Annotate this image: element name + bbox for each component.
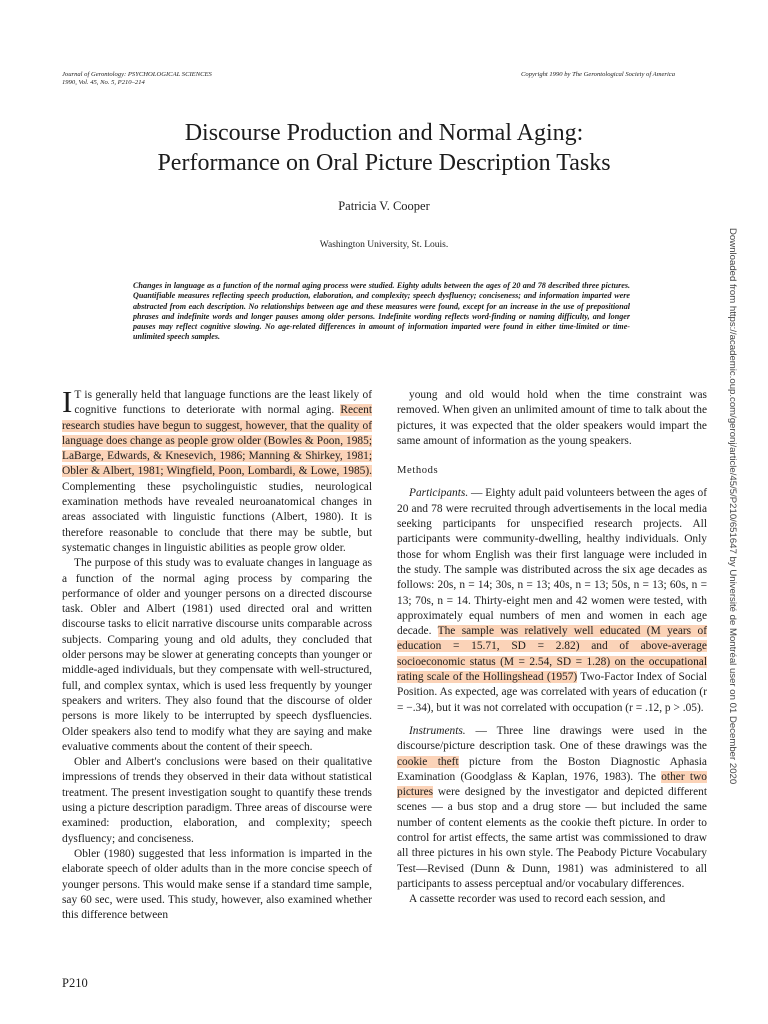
paragraph-instruments: Instruments. — Three line drawings were used in the discourse/picture description task. One of these drawings was the cookie theft picture from the Boston Diagnostic Aphasia Examination (Goodglass & Kaplan, 1976, 1983). The other two pictures were designed by the investigator and depicted different scenes — a bus stop and a drug store — but included the same number of content elements as the cookie theft picture. In order to control for artist effects, the same artist was commissioned to draw all three pictures in his own style. The Peabody Picture Vocabulary Test—Revised (Dunn & Dunn, 1981) was administered to all participants to assess perceptual and/or vocabulary differences. <box>397 724 707 890</box>
author-affiliation: Washington University, St. Louis. <box>319 240 449 250</box>
paragraph-continued: young and old would hold when the time constraint was removed. When given an unlimited amount of time to talk about the pictures, it was expected that the older speakers would impart the same amount of information as the young speakers. <box>397 389 707 447</box>
body-column-left <box>62 384 372 923</box>
paragraph-obler-1980: Obler (1980) suggested that less information is imparted in the elaborate speech of older adults than in the more concise speech of younger persons. This would make sense if a standard time sample, say 60 sec, were used. This study, however, also examined whether this difference between <box>62 847 372 922</box>
section-heading-methods: Methods <box>397 465 439 477</box>
highlight-other-pictures: other two pictures <box>397 770 707 799</box>
paragraph-obler-albert: Obler and Albert's conclusions were based on their qualitative impressions of trends they observed in their data without statistical treatment. The present investigation sought to quantify these trends using a picture description paradigm. Three areas of discourse were examined: production, elaboration, and complexity; speech dysfluency; and conciseness. <box>62 756 372 845</box>
article-title <box>0 118 768 178</box>
page-number: P210 <box>62 976 88 990</box>
body-column-right <box>397 388 707 908</box>
author-name: Patricia V. Cooper <box>338 199 430 213</box>
title-line-2: Performance on Oral Picture Description Tasks <box>157 150 611 176</box>
paragraph-participants: Participants. — Eighty adult paid volunteers between the ages of 20 and 78 were recruited through advertisements in the local media seeking participants for unspecified research projects. All participants were community-dwelling, healthy individuals. Only those for whom English was their first language were included in the study. The sample was distributed across the six age decades as follows: 20s, n = 14; 30s, n = 13; 40s, n = 13; 50s, n = 13; 60s, n = 13; 70s, n = 14. Thirty-eight men and 42 women were tested, with approximately equal numbers of men and women in each age decade. The sample was relatively well educated (M years of education = 15.71, SD = 2.82) and of above-average socioeconomic status (M = 2.54, SD = 1.28) on the occupational rating scale of the Hollingshead (1957) Two-Factor Index of Social Position. As expected, age was correlated with years of education (r = −.34), but it was not correlated with occupation (r = .12, p > .05). <box>397 487 707 714</box>
journal-name: Journal of Gerontology: PSYCHOLOGICAL SCIENCES <box>62 71 212 78</box>
runin-heading-participants: Participants. <box>409 487 469 500</box>
abstract: Changes in language as a function of the normal aging process were studied. Eighty adults between the ages of 20 and 78 described three pictures. Quantifiable measures reflecting speech production, elaboration, and complexity; speech dysfluency; conciseness; and information imparted were abstracted from each description. No relationships between age and these measures were found, except for an increase in the use of prepositional phrases and indefinite words and longer pauses among older persons. Indefinite wording reflects word-finding or naming difficulty, and longer pauses may reflect cognitive slowing. No age-related differences in amount of information imparted were found in either time-limited or time-unlimited speech samples. <box>133 281 630 342</box>
copyright-notice: Copyright 1990 by The Gerontological Society of America <box>521 71 676 78</box>
drop-cap: I <box>62 384 73 419</box>
title-line-1: Discourse Production and Normal Aging: <box>184 120 584 146</box>
journal-citation <box>62 71 212 87</box>
paragraph-intro: I T is generally held that language functions are the least likely of cognitive functions to deteriorate with normal aging. Recent research studies have begun to suggest, however, that the quality of language does change as people grow older (Bowles & Poon, 1985; LaBarge, Edwards, & Knesevich, 1986; Manning & Shirkey, 1981; Obler & Albert, 1981; Wingfield, Poon, Lombardi, & Lowe, 1985). Complementing these psycholinguistic studies, neurological examination methods have revealed neuroanatomical changes in areas associated with linguistic functions (Albert, 1980). It is therefore reasonable to conclude that there may be subtle, but systematic changes in linguistic abilities as people grow older. <box>62 384 372 554</box>
journal-volume: 1990, Vol. 45, No. 5, P210–214 <box>62 79 145 86</box>
highlight-cookie-theft: cookie theft <box>397 755 459 768</box>
paragraph-purpose: The purpose of this study was to evaluate changes in language as a function of the normal aging process by comparing the performance of older and younger persons on a directed discourse task. Obler and Albert (1981) used directed oral and written discourse tasks to elicit narrative discourse units comparable across subjects. Comparing young and old adults, they concluded that older persons may be slower at generating concepts than younger or middle-aged individuals, but they compensate with well-structured, full, and complex syntax, which is used less frequently by younger speakers and writers. They also found that the discourse of older persons is more likely to be interrupted by speech dysfluencies. Older speakers also tend to modify what they are saying and make evaluative comments about the content of their speech. <box>62 557 372 753</box>
download-watermark: Downloaded from https://academic.oup.com/geronj/article/45/5/P210/651647 by Université de Montréal user on 01 December 2020 <box>727 228 738 785</box>
highlight-research: Recent research studies have begun to suggest, however, that the quality of language does change as people grow older (Bowles & Poon, 1985; LaBarge, Edwards, & Knesevich, 1986; Manning & Shirkey, 1981; Obler & Albert, 1981; Wingfield, Poon, Lombardi, & Lowe, 1985). <box>62 404 372 478</box>
runin-heading-instruments: Instruments. <box>409 724 466 737</box>
paragraph-recorder: A cassette recorder was used to record each session, and <box>409 893 666 906</box>
highlight-sample: The sample was relatively well educated (M years of education = 15.71, SD = 2.82) and of above-average socioeconomic status (M = 2.54, SD = 1.28) on the occupational rating scale of the Hollingshead (1957) <box>397 625 707 684</box>
